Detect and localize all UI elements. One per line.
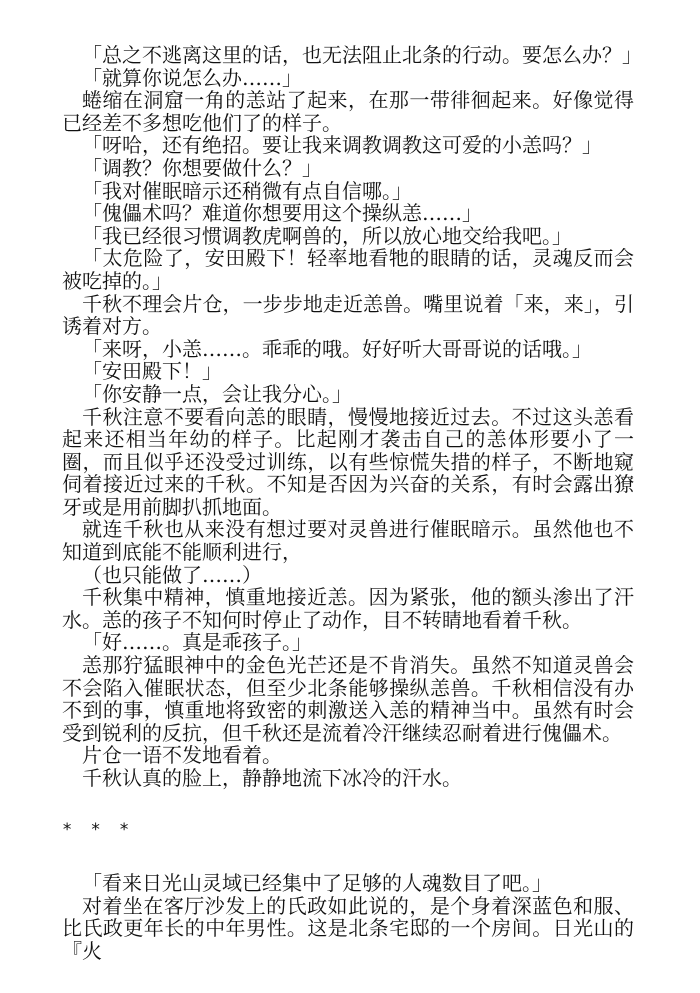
paragraph: 千秋注意不要看向恙的眼睛，慢慢地接近过去。不过这头恙看起来还相当年幼的样子。比起刚才袭击自己的恙体形要小了一圈，而且似乎还没受过训练，以有些惊慌失措的样子，不断地窥伺着接近过来的千秋。不知是否因为兴奋的关系，有时会露出獠牙或是用前脚扒抓地面。 xyxy=(62,404,634,519)
paragraph: 千秋不理会片仓，一步步地走近恙兽。嘴里说着「来，来」，引诱着对方。 xyxy=(62,291,634,339)
section-separator: * * * xyxy=(62,819,134,840)
page-body xyxy=(62,43,642,963)
paragraph: 「安田殿下！」 xyxy=(82,359,222,384)
paragraph: 「就算你说怎么办……」 xyxy=(82,65,302,90)
paragraph: 「你安静一点，会让我分心。」 xyxy=(82,381,352,406)
paragraph: 「傀儡术吗？难道你想要用这个操纵恙……」 xyxy=(82,201,482,226)
paragraph: 就连千秋也从来没有想过要对灵兽进行催眠暗示。虽然他也不知道到底能不能顺利进行， xyxy=(62,517,634,565)
paragraph: 千秋集中精神，慎重地接近恙。因为紧张，他的额头渗出了汗水。恙的孩子不知何时停止了动作，目不转睛地看着千秋。 xyxy=(62,585,634,632)
paragraph: 千秋认真的脸上，静静地流下冰冷的汗水。 xyxy=(82,766,462,790)
paragraph: 片仓一语不发地看着。 xyxy=(82,743,282,768)
paragraph: 「来呀，小恙……。乖乖的哦。好好听大哥哥说的话哦。」 xyxy=(82,336,592,361)
paragraph: 「我已经很习惯调教虎啊兽的，所以放心地交给我吧。」 xyxy=(82,223,572,248)
paragraph: 蜷缩在洞窟一角的恙站了起来，在那一带徘徊起来。好像觉得已经差不多想吃他们了的样子。 xyxy=(62,88,634,135)
paragraph: 「呀哈，还有绝招。要让我来调教调教这可爱的小恙吗？」 xyxy=(82,133,602,158)
paragraph: 「太危险了，安田殿下！轻率地看牠的眼睛的话，灵魂反而会被吃掉的。」 xyxy=(62,246,634,293)
paragraph: （也只能做了……） xyxy=(82,562,262,587)
paragraph: 「调教？你想要做什么？」 xyxy=(82,155,322,180)
paragraph: 「我对催眠暗示还稍微有点自信哪。」 xyxy=(82,178,412,203)
paragraph: 「好……。真是乖孩子。」 xyxy=(82,630,312,655)
paragraph: 「总之不逃离这里的话，也无法阻止北条的行动。要怎么办？」 xyxy=(82,43,642,67)
paragraph: 「看来日光山灵域已经集中了足够的人魂数目了吧。」 xyxy=(82,871,552,896)
paragraph: 恙那狞猛眼神中的金色光芒还是不肯消失。虽然不知道灵兽会不会陷入催眠状态，但至少北条能够操纵恙兽。千秋相信没有办不到的事，慎重地将致密的刺激送入恙的精神当中。虽然有时会受到锐利的反抗，但千秋还是流着冷汗继续忍耐着进行傀儡术。 xyxy=(62,653,634,745)
paragraph: 对着坐在客厅沙发上的氏政如此说的，是个身着深蓝色和服、比氏政更年长的中年男性。这是北条宅邸的一个房间。日光山的『火 xyxy=(62,893,634,963)
